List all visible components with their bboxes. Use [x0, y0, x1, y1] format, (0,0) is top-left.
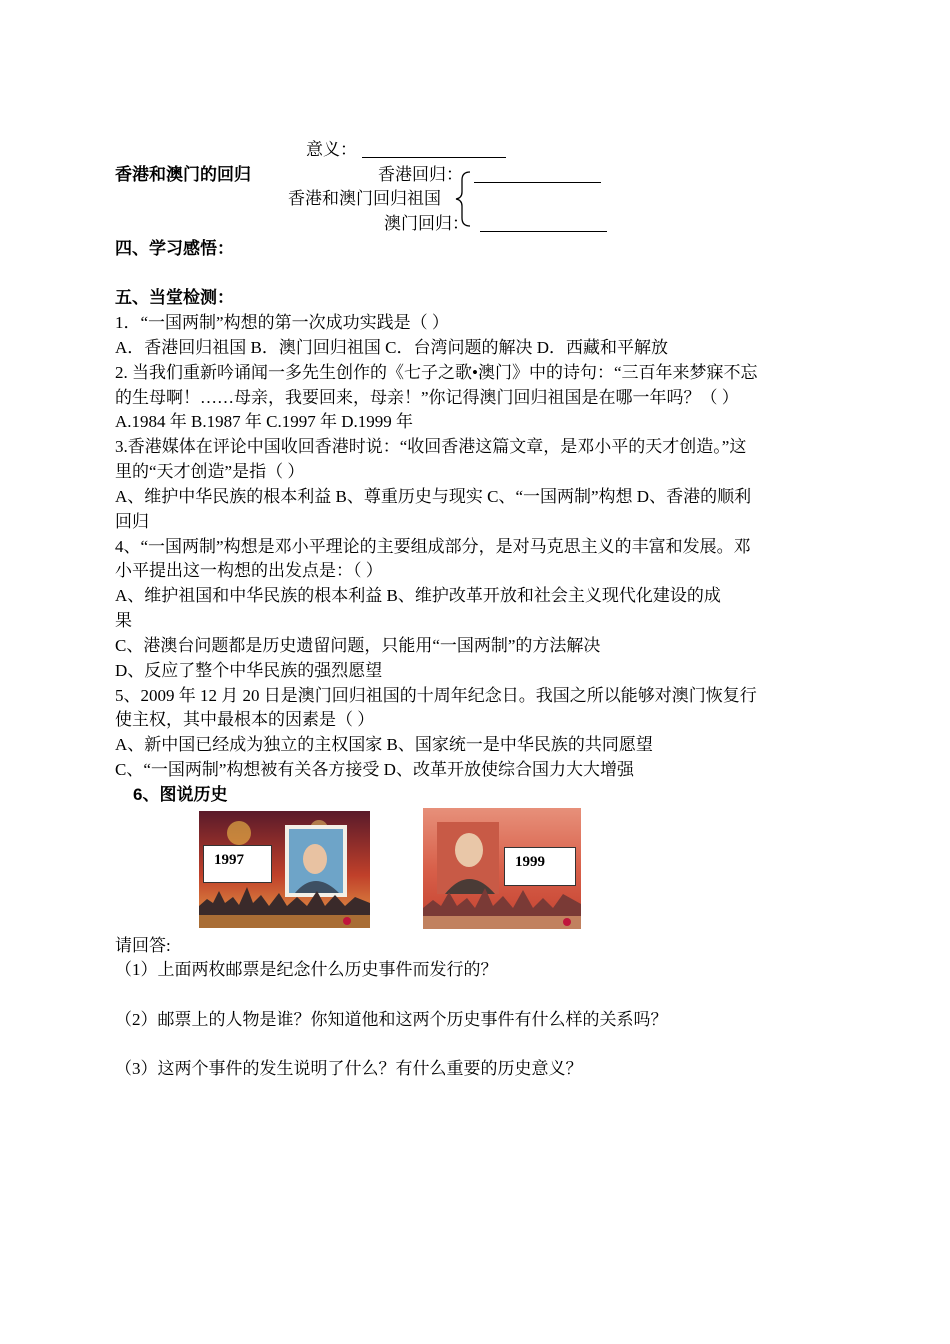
question-line: 1．“一国两制”构想的第一次成功实践是（ ）	[115, 313, 449, 332]
question-line: 4、“一国两制”构想是邓小平理论的主要组成部分，是对马克思主义的丰富和发展。邓	[115, 537, 751, 556]
question-line: A、新中国已经成为独立的主权国家 B、国家统一是中华民族的共同愿望	[115, 735, 653, 754]
question-line: A.1984 年 B.1987 年 C.1997 年 D.1999 年	[115, 412, 413, 431]
stamp-1999-image	[423, 808, 581, 929]
section4-title: 四、学习感悟：	[115, 239, 234, 258]
section-title-hk-macau: 香港和澳门的回归	[115, 165, 251, 184]
q6-title: 6、图说历史	[133, 785, 228, 804]
question-line: A、维护中华民族的根本利益 B、尊重历史与现实 C、“一国两制”构想 D、香港的顺利	[115, 487, 752, 506]
question-line: 小平提出这一构想的出发点是：（ ）	[115, 561, 383, 580]
answer-question-1: （1）上面两枚邮票是纪念什么历史事件而发行的？	[115, 960, 498, 979]
section5-title: 五、当堂检测：	[115, 288, 234, 307]
meaning-label: 意义：	[306, 140, 357, 159]
question-line: 2. 当我们重新吟诵闻一多先生创作的《七子之歌•澳门》中的诗句：“三百年来梦寐不忘	[115, 363, 758, 382]
question-line: 3.香港媒体在评论中国收回香港时说：“收回香港这篇文章，是邓小平的天才创造。”这	[115, 437, 747, 456]
hk-return-label: 香港回归：	[378, 165, 463, 184]
stamp-1997-year: 1997	[203, 845, 272, 883]
question-line: 里的“天才创造”是指（ ）	[115, 462, 305, 481]
question-line: A、维护祖国和中华民族的根本利益 B、维护改革开放和社会主义现代化建设的成	[115, 586, 721, 605]
question-line: 果	[115, 611, 132, 630]
meaning-blank	[362, 157, 506, 158]
answer-prompt: 请回答:	[115, 936, 171, 955]
stamp-1997-image	[199, 811, 370, 928]
macau-return-blank	[480, 231, 607, 232]
question-line: D、反应了整个中华民族的强烈愿望	[115, 661, 383, 680]
question-line: 使主权，其中最根本的因素是（ ）	[115, 710, 375, 729]
stamp-1999-year: 1999	[504, 847, 576, 886]
answer-question-2: （2）邮票上的人物是谁？你知道他和这两个历史事件有什么样的关系吗？	[115, 1010, 668, 1029]
question-line: C、港澳台问题都是历史遗留问题，只能用“一国两制”的方法解决	[115, 636, 601, 655]
question-line: 回归	[115, 512, 149, 531]
answer-question-3: （3）这两个事件的发生说明了什么？有什么重要的历史意义？	[115, 1059, 583, 1078]
question-line: A．香港回归祖国 B．澳门回归祖国 C．台湾问题的解决 D．西藏和平解放	[115, 338, 668, 357]
question-line: C、“一国两制”构想被有关各方接受 D、改革开放使综合国力大大增强	[115, 760, 634, 779]
question-line: 5、2009 年 12 月 20 日是澳门回归祖国的十周年纪念日。我国之所以能够对澳门恢复行	[115, 686, 757, 705]
macau-return-label: 澳门回归：	[384, 214, 469, 233]
center-label: 香港和澳门回归祖国	[288, 189, 441, 208]
hk-return-blank	[474, 182, 601, 183]
question-line: 的生母啊！……母亲，我要回来，母亲！”你记得澳门回归祖国是在哪一年吗？（ ）	[115, 388, 739, 407]
